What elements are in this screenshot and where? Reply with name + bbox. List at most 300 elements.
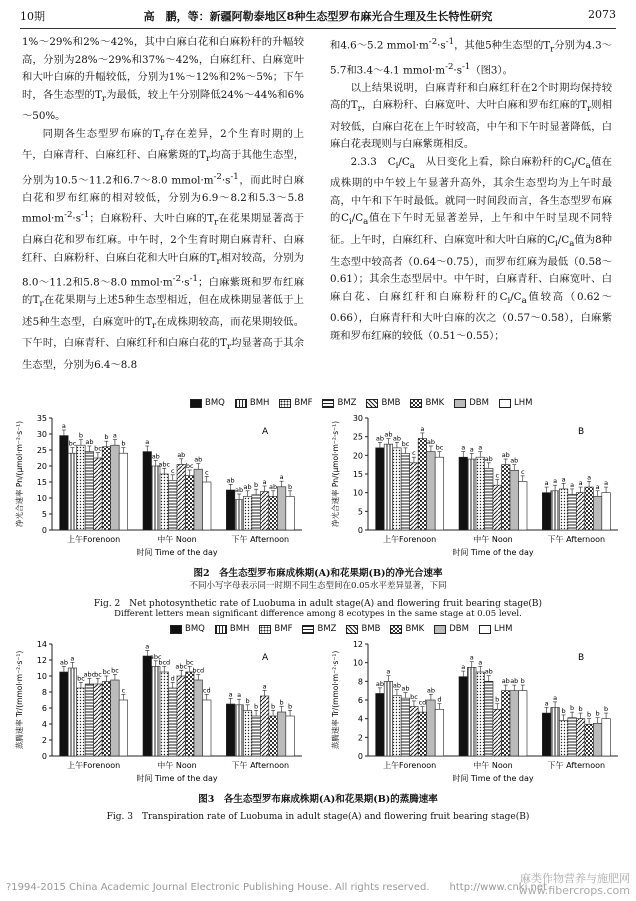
bar-dbm — [111, 445, 120, 530]
bar-lhm — [519, 691, 528, 756]
legend-label: LHM — [513, 398, 533, 408]
significance-label: ab — [235, 486, 244, 494]
significance-label: b — [495, 695, 500, 704]
bar-bmh — [384, 681, 393, 756]
bar-bmf — [393, 695, 402, 756]
significance-label: ab — [401, 684, 410, 693]
legend-swatch — [279, 399, 291, 408]
bar-bmk — [502, 465, 511, 530]
bar-bmq — [226, 704, 235, 756]
bar-bmb — [576, 493, 585, 530]
significance-label: ab — [226, 476, 235, 485]
bar-bmb — [576, 719, 585, 756]
y-axis-label: 蒸腾速率 Tr/(mmol·m⁻²·s⁻¹) — [15, 650, 24, 750]
bar-dbm — [194, 469, 203, 530]
significance-label: b — [121, 439, 126, 448]
bar-bmf — [243, 496, 252, 530]
bar-bmh — [68, 668, 77, 756]
bar-dbm — [427, 700, 436, 756]
bar-bmb — [410, 707, 419, 756]
significance-label: bc — [68, 439, 77, 448]
bar-bmq — [60, 672, 69, 756]
figure-2-note-cn: 不同小写字母表示同一时期不同生态型间在0.05水平差异显著，下同 — [189, 581, 447, 591]
significance-label: b — [595, 709, 600, 718]
bar-bmh — [551, 491, 560, 530]
significance-label: b — [254, 481, 259, 490]
bar-bmf — [559, 489, 568, 530]
bar-bmz — [85, 452, 94, 530]
significance-label: c — [121, 686, 126, 695]
significance-label: ab — [501, 677, 510, 686]
bar-bmf — [77, 688, 86, 756]
significance-label: ab — [484, 667, 493, 676]
legend-item-bmq — [170, 624, 205, 634]
significance-label: a — [237, 691, 242, 700]
significance-label: a — [145, 438, 150, 446]
x-axis-label: 时间 Time of the day — [136, 548, 218, 557]
figure-3 — [0, 624, 636, 829]
legend-item-bmb — [346, 624, 380, 634]
panel-label: B — [578, 427, 585, 437]
bar-dbm — [277, 487, 286, 530]
paragraph: 同期各生态型罗布麻的$T_r$存在差异，2个生育时期的上午，白麻青秆、白麻红秆、白麻紫斑的$T_r$均高于其他生态型，分别为10.5～11.2和6.7～8.0 $mmol\cdot m^{-2}\cdot s^{-1}$，而此时白麻白花和罗布红麻的相对较低，分别为6.9～8.2和5.3～5.8 $mmol\cdot m^{-2}\cdot s^{-1}$；白麻粉秆、大叶白麻的$T_r$在花果期显著高于白麻白花和罗布红麻。中午时，2个生育时期白麻青秆、白麻红秆、白麻粉秆、白麻白花和大叶白麻的$T_r$相对较高，分别为8.0～11.2和5.8～8.0 $mmol\cdot m^{-2}\cdot s^{-1}$；白麻紫斑和罗布红麻的$T_r$在花果期与上述5种生态型相近，但在成株期显著低于上述5种生态型，白麻宽叶的$T_r$在成株期较高，而花果期较低。下午时，白麻青秆、白麻红秆和白麻白花的$T_r$均显著高于其余生态型，分别为6.4～8.8 — [22, 127, 305, 371]
legend-swatch — [170, 625, 182, 634]
significance-label: a — [553, 693, 558, 702]
legend-label: BMH — [229, 624, 250, 634]
watermark — [519, 873, 630, 897]
bar-bmk — [269, 716, 278, 756]
y-tick-label: 35 — [36, 414, 47, 423]
bar-dbm — [510, 691, 519, 756]
y-tick-label: 5 — [357, 507, 363, 517]
x-tick-label: 中午 Noon — [157, 535, 197, 544]
bar-bmf — [243, 710, 252, 756]
figure-3-panel-a — [10, 636, 310, 796]
bar-bmb — [493, 709, 502, 756]
legend-swatch — [454, 399, 466, 408]
legend-label: BMF — [294, 398, 313, 408]
issue-number: 10期 — [20, 10, 45, 23]
legend-item-bmk — [390, 624, 424, 634]
bar-bmz — [568, 718, 577, 756]
figure-2 — [0, 398, 636, 618]
bar-bmk — [418, 712, 427, 756]
watermark-line: www.fibercrops.com — [518, 884, 630, 897]
y-tick-label: 14 — [36, 640, 47, 649]
figure-2-note-en: Different letters mean significant difference among 8 ecotypes in the same stage at 0.05 level. — [114, 609, 522, 619]
y-tick-label: 4 — [357, 714, 363, 724]
y-tick-label: 6 — [357, 696, 363, 705]
significance-label: a — [279, 473, 284, 482]
significance-label: a — [228, 690, 233, 699]
y-tick-label: 30 — [352, 414, 363, 423]
legend-swatch — [366, 399, 378, 408]
y-tick-label: 2 — [357, 733, 363, 743]
significance-label: abc — [158, 460, 171, 469]
bar-bmh — [152, 666, 161, 756]
significance-label: b — [279, 698, 284, 707]
legend-label: BMF — [274, 624, 293, 634]
significance-label: a — [595, 482, 600, 491]
bar-bmh — [468, 459, 477, 530]
panel-label: A — [262, 653, 269, 663]
figure-3-caption-cn: 图3 各生态型罗布麻成株期(A)和花果期(B)的蒸腾速率 — [198, 794, 438, 805]
significance-label: a — [478, 658, 483, 667]
legend-item-bmz — [322, 398, 356, 408]
bar-bmz — [401, 453, 410, 530]
bar-bmh — [68, 453, 77, 530]
x-axis-label: 时间 Time of the day — [136, 774, 218, 783]
significance-label: a — [262, 478, 267, 486]
legend-label: BMZ — [317, 624, 337, 634]
significance-label: a — [478, 443, 483, 452]
significance-label: bcd — [192, 666, 205, 675]
significance-label: d — [170, 674, 175, 683]
bar-lhm — [435, 457, 444, 530]
bar-bmq — [459, 677, 468, 756]
significance-label: ab — [501, 451, 510, 460]
legend-swatch — [390, 625, 402, 634]
legend-item-bmh — [235, 398, 270, 408]
significance-label: ab — [194, 455, 203, 464]
legend-swatch — [190, 399, 202, 408]
bar-bmq — [376, 693, 385, 756]
significance-label: bc — [102, 668, 111, 676]
significance-label: a — [70, 654, 75, 663]
y-tick-label: 10 — [352, 658, 363, 668]
bar-bmz — [252, 495, 260, 530]
significance-label: bc — [401, 439, 410, 448]
significance-label: a — [461, 443, 466, 452]
bar-bmh — [468, 667, 477, 756]
y-tick-label: 25 — [36, 446, 47, 455]
bar-bmq — [226, 490, 235, 530]
significance-label: abc — [149, 652, 162, 661]
significance-label: bc — [111, 666, 119, 675]
significance-label: d — [437, 695, 442, 704]
bar-bmb — [410, 463, 419, 530]
x-tick-label: 下午 Afternoon — [547, 761, 606, 770]
figure-2-panel-b — [326, 410, 626, 570]
bar-bmh — [152, 466, 161, 530]
x-tick-label: 下午 Afternoon — [547, 535, 606, 544]
y-tick-label: 20 — [36, 462, 47, 471]
y-tick-label: 0 — [357, 752, 363, 761]
significance-label: b — [288, 702, 293, 711]
x-axis-label: 时间 Time of the day — [452, 548, 534, 557]
significance-label: ab — [392, 434, 401, 443]
panel-label: B — [578, 653, 585, 663]
y-axis-label: 蒸腾速率 Tr/(mmol·m⁻²·s⁻¹) — [331, 650, 340, 750]
legend-swatch — [302, 625, 314, 634]
y-tick-label: 8 — [357, 677, 363, 687]
significance-label: ab — [85, 438, 94, 446]
significance-label: b — [245, 696, 250, 705]
bar-dbm — [194, 680, 203, 756]
significance-label: c — [412, 449, 416, 458]
bar-bmb — [94, 684, 103, 756]
significance-label: ab — [59, 658, 68, 667]
legend-item-lhm — [479, 624, 512, 634]
legend-item-bmq — [190, 398, 225, 408]
legend-item-lhm — [499, 398, 532, 408]
bar-bmk — [269, 496, 278, 530]
y-tick-label: 10 — [36, 672, 47, 681]
y-tick-label: 4 — [41, 720, 47, 729]
copyright-footer: ?1994-2015 China Academic Journal Electronic Publishing House. All rights reserved. http://www.cnki.net — [6, 882, 547, 893]
bar-lhm — [119, 700, 128, 756]
bar-lhm — [286, 716, 295, 756]
paragraph: 以上结果说明，白麻青秆和白麻红秆在2个时期均保持较高的$T_r$，白麻粉秆、白麻宽叶、大叶白麻和罗布红麻的$T_r$则相对较低，白麻白花在上午时较高，中午和下午时显著降低，白麻白花表现则与白麻紫斑相反。 — [330, 81, 612, 151]
significance-label: ab — [375, 434, 384, 443]
legend-item-bmz — [302, 624, 336, 634]
bar-lhm — [602, 493, 611, 530]
legend-label: BMZ — [337, 398, 357, 408]
panel-label: A — [262, 427, 269, 437]
bar-bmb — [94, 458, 103, 530]
significance-label: bc — [435, 443, 444, 452]
significance-label: c — [170, 466, 175, 475]
bar-bmq — [542, 713, 551, 756]
header-rule — [20, 28, 616, 29]
bar-bmf — [77, 445, 86, 530]
legend-label: DBM — [469, 398, 489, 408]
bar-bmz — [485, 468, 494, 530]
bar-dbm — [593, 496, 602, 530]
bar-bmk — [502, 691, 511, 756]
bar-dbm — [593, 723, 602, 756]
significance-label: abc — [175, 662, 188, 671]
legend-label: BMK — [405, 624, 425, 634]
bar-bmk — [418, 439, 427, 530]
legend-item-dbm — [454, 398, 489, 408]
y-tick-label: 5 — [41, 510, 47, 519]
significance-label: a — [469, 653, 474, 662]
significance-label: a — [386, 667, 391, 676]
y-tick-label: 20 — [352, 451, 363, 461]
y-tick-label: 2 — [41, 736, 47, 745]
significance-label: a — [561, 475, 566, 484]
legend-item-bmh — [215, 624, 250, 634]
significance-label: a — [587, 473, 592, 482]
legend-swatch — [259, 625, 271, 634]
y-axis-label: 净光合速率 Pn/(μmol·m⁻²·s⁻¹) — [15, 420, 24, 528]
bar-dbm — [277, 712, 286, 756]
bar-bmk — [186, 672, 195, 756]
figure-2-caption-en: Fig. 2 Net photosynthetic rate of Luobuma in adult stage(A) and flowering fruit bearing stage(B) — [93, 599, 543, 609]
bar-bmf — [476, 672, 485, 756]
bar-bmh — [235, 500, 244, 530]
significance-label: c — [520, 467, 525, 476]
bar-lhm — [119, 453, 128, 530]
y-tick-label: 0 — [41, 752, 47, 761]
figure-2-caption-cn: 图2 各生态型罗布麻成株期(A)和花果期(B)的净光合速率 — [193, 568, 443, 579]
significance-label: b — [78, 431, 83, 440]
y-tick-label: 30 — [36, 430, 47, 439]
significance-label: abc — [83, 670, 96, 679]
bar-bmk — [585, 487, 594, 530]
bar-bmq — [542, 493, 551, 530]
x-tick-label: 中午 Noon — [473, 535, 513, 544]
page-number: 2073 — [588, 8, 616, 21]
significance-label: ab — [151, 452, 160, 461]
bar-bmq — [376, 448, 385, 530]
legend-label: BMB — [361, 624, 381, 634]
significance-label: b — [587, 710, 592, 719]
bar-lhm — [519, 481, 528, 530]
bar-bmq — [459, 457, 468, 530]
significance-label: bc — [94, 444, 102, 453]
legend-label: DBM — [449, 624, 469, 634]
bar-bmq — [143, 452, 152, 530]
bar-bmz — [485, 681, 494, 756]
significance-label: ab — [426, 686, 435, 695]
y-tick-label: 10 — [352, 488, 363, 498]
y-tick-label: 15 — [36, 478, 47, 487]
legend-label: BMQ — [185, 624, 205, 634]
x-tick-label: 上午Forenoon — [67, 761, 121, 770]
significance-label: ab — [177, 450, 186, 459]
bar-dbm — [510, 470, 519, 530]
y-tick-label: 12 — [36, 656, 47, 665]
y-tick-label: 15 — [352, 470, 363, 479]
x-tick-label: 中午 Noon — [157, 761, 197, 770]
bar-bmk — [102, 682, 111, 756]
significance-label: bc — [77, 674, 85, 683]
bar-bmz — [401, 698, 410, 756]
legend-item-bmf — [259, 624, 292, 634]
significance-label: a — [112, 431, 117, 440]
significance-label: ab — [484, 454, 493, 463]
legend-swatch — [410, 399, 422, 408]
bar-bmk — [585, 724, 594, 756]
significance-label: a — [145, 642, 150, 651]
significance-label: ab — [269, 482, 278, 491]
bar-bmz — [85, 684, 94, 756]
significance-label: ab — [392, 681, 401, 690]
left-text-column — [22, 34, 304, 374]
legend-swatch — [215, 625, 227, 634]
x-tick-label: 下午 Afternoon — [231, 535, 290, 544]
significance-label: a — [544, 479, 549, 488]
right-text-column — [330, 34, 612, 345]
legend-swatch — [346, 625, 358, 634]
bar-lhm — [286, 496, 295, 530]
legend-swatch — [434, 625, 446, 634]
significance-label: a — [570, 480, 575, 489]
significance-label: b — [520, 677, 525, 686]
legend-swatch — [479, 625, 491, 634]
significance-label: b — [578, 705, 583, 714]
bar-bmq — [60, 436, 69, 530]
watermark-line: 麻类作物营养与施肥网 — [520, 872, 630, 885]
significance-label: a — [420, 424, 425, 433]
significance-label: cd — [418, 698, 427, 707]
bar-bmf — [476, 457, 485, 530]
y-tick-label: 0 — [357, 526, 363, 535]
bar-bmz — [568, 495, 577, 530]
bar-bmb — [177, 676, 186, 756]
paragraph: 1%～29%和2%～42%，其中白麻白花和白麻粉秆的升幅较高，分别为28%～29%和37%～42%，白麻红秆、白麻宽叶和大叶白麻的升幅较低，分别为1%～12%和2%～5%；下午时，各生态型的$T_r$为最低，较上午分别降低24%～44%和6%～50%。 — [22, 36, 305, 123]
significance-label: cd — [202, 686, 211, 695]
significance-label: a — [262, 682, 267, 691]
significance-label: c — [495, 471, 500, 480]
bar-dbm — [427, 452, 436, 530]
x-axis-label: 时间 Time of the day — [452, 774, 534, 783]
legend-label: BMK — [425, 398, 445, 408]
bar-lhm — [203, 700, 212, 756]
bar-bmh — [384, 444, 393, 530]
bar-bmq — [143, 656, 152, 756]
legend-item-bmb — [366, 398, 400, 408]
significance-label: a — [469, 445, 474, 454]
y-tick-label: 8 — [41, 688, 47, 697]
bar-bmk — [186, 476, 195, 530]
bar-bmz — [169, 688, 178, 756]
significance-label: b — [104, 433, 109, 442]
significance-label: bc — [185, 462, 194, 470]
significance-label: ab — [384, 430, 393, 439]
significance-label: c — [204, 468, 209, 477]
significance-label: bcd — [158, 658, 171, 667]
significance-label: b — [604, 705, 609, 714]
y-tick-label: 12 — [352, 640, 363, 649]
significance-label: a — [604, 479, 609, 488]
legend-swatch — [499, 399, 511, 408]
legend-label: BMH — [249, 398, 270, 408]
legend-item-bmf — [279, 398, 312, 408]
bar-bmf — [160, 672, 169, 756]
y-tick-label: 25 — [352, 432, 363, 442]
bar-bmh — [551, 707, 560, 756]
section-paragraph: 2.3.3 $C_i/C_a$ 从日变化上看，除白麻粉秆的$C_i/C_a$值在成株期的中午较上午显著升高外，其余生态型均为上午时最高，中午和下午时最低。就同一时间段而言，各生态型罗布麻的$C_i/C_a$值在下午时无显著差异，上午和中午时呈现不同特征。上午时，白麻红秆、白麻宽叶和大叶白麻的$C_i/C_a$值为8种生态型中较高者（0.64～0.75），而罗布红麻为最低（0.58～0.61）；其余生态型居中。中午时，白麻青秆、白麻宽叶、白麻白花、白麻红秆和白麻粉秆的$C_i/C_a$值较高（0.62～0.66），白麻青秆和大叶白麻的次之（0.57～0.58），白麻紫斑和罗布红麻的较低（0.51～0.55）； — [330, 155, 612, 342]
running-header — [20, 6, 616, 28]
bar-dbm — [111, 680, 120, 756]
x-tick-label: 上午Forenoon — [383, 761, 437, 770]
y-tick-label: 10 — [36, 494, 47, 503]
bar-bmf — [559, 721, 568, 756]
paragraph: 和4.6～5.2 $mmol\cdot m^{-2}\cdot s^{-1}$，其他5种生态型的$T_r$分别为4.3～5.7和3.4～4.1 $mmol\cdot m^{-2}\cdot s^{-1}$（图3）。 — [330, 37, 612, 77]
bar-lhm — [602, 719, 611, 756]
bar-bmz — [169, 480, 178, 530]
legend-swatch — [235, 399, 247, 408]
y-tick-label: 0 — [41, 526, 47, 535]
significance-label: ab — [510, 677, 519, 686]
significance-label: b — [271, 702, 276, 711]
significance-label: bc — [94, 670, 102, 679]
significance-label: bc — [410, 692, 418, 701]
y-tick-label: 6 — [41, 704, 47, 713]
legend-label: BMQ — [205, 398, 225, 408]
significance-label: ab — [375, 679, 384, 688]
bar-bmf — [393, 448, 402, 530]
legend-swatch — [322, 399, 334, 408]
significance-label: a — [461, 663, 466, 672]
figure-3-caption-en: Fig. 3 Transpiration rate of Luobuma in adult stage(A) and flowering fruit bearing stage(B) — [106, 812, 530, 822]
legend-item-dbm — [434, 624, 469, 634]
x-tick-label: 下午 Afternoon — [231, 761, 290, 770]
figure-3-legend — [170, 624, 512, 634]
figure-3-panel-b — [326, 636, 626, 796]
bar-bmb — [493, 485, 502, 530]
significance-label: a — [61, 422, 66, 430]
significance-label: a — [544, 699, 549, 708]
bar-bmb — [260, 492, 269, 530]
significance-label: ab — [510, 456, 519, 465]
significance-label: ab — [426, 438, 435, 446]
figure-2-legend — [190, 398, 532, 408]
significance-label: b — [570, 704, 575, 713]
